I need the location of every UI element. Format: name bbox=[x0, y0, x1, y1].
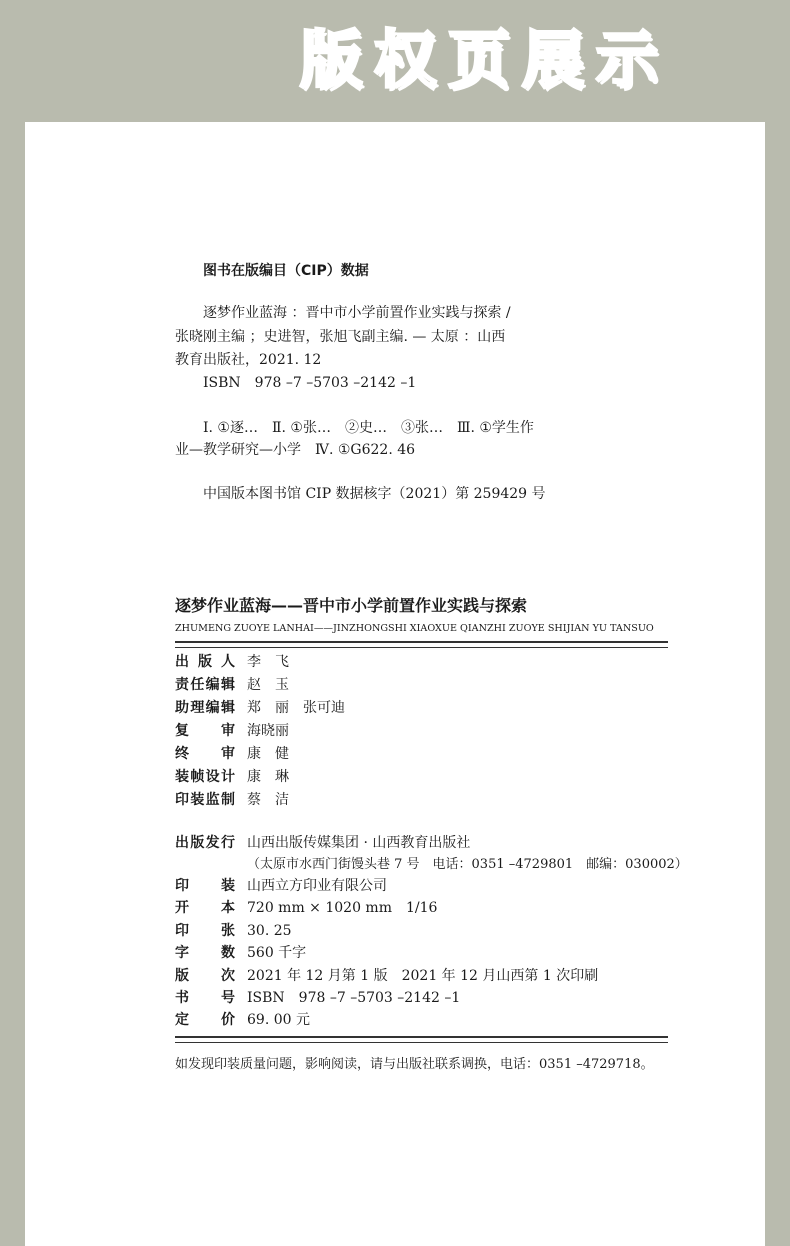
label-specs: 版次 bbox=[175, 967, 235, 984]
cip-isbn: ISBN 978 –7 –5703 –2142 –1 bbox=[203, 375, 417, 391]
cip-class-line: Ⅰ. ①逐… Ⅱ. ①张… ②史… ③张… Ⅲ. ①学生作 bbox=[203, 420, 534, 436]
book-title: 逐梦作业蓝海——晋中市小学前置作业实践与探索 bbox=[175, 596, 528, 615]
publisher-address: （太原市水西门街馒头巷 7 号 电话：0351 –4729801 邮编：030002） bbox=[247, 857, 688, 872]
label-specs: 印装 bbox=[175, 878, 235, 894]
value-specs: 560 千字 bbox=[247, 945, 307, 962]
value-staff: 李 飞 bbox=[247, 654, 289, 670]
value-specs: 2021 年 12 月第 1 版 2021 年 12 月山西第 1 次印刷 bbox=[247, 967, 599, 984]
value-staff: 康 健 bbox=[247, 746, 289, 762]
copyright-page bbox=[25, 122, 765, 1246]
value-staff: 康 琳 bbox=[247, 769, 289, 785]
cip-line: 张晓刚主编 ；史进智，张旭飞副主编. — 太原 ：山西 bbox=[175, 329, 506, 345]
cip-line: 逐梦作业蓝海 ：晋中市小学前置作业实践与探索 / bbox=[203, 305, 511, 321]
label-staff: 助理编辑 bbox=[175, 700, 235, 716]
label-staff: 终审 bbox=[175, 746, 235, 762]
banner-title: 版权页展示 bbox=[300, 23, 671, 96]
value-staff: 赵 玉 bbox=[247, 677, 289, 693]
cip-heading: 图书在版编目（CIP）数据 bbox=[203, 263, 369, 279]
value-staff: 海晓丽 bbox=[247, 723, 289, 739]
cip-line: 教育出版社，2021. 12 bbox=[175, 352, 322, 368]
label-staff: 责任编辑 bbox=[175, 677, 235, 693]
label-specs: 字数 bbox=[175, 945, 235, 962]
label-staff: 印装监制 bbox=[175, 792, 235, 808]
book-pinyin: ZHUMENG ZUOYE LANHAI——JINZHONGSHI XIAOXUE QIANZHI ZUOYE SHIJIAN YU TANSUO bbox=[175, 623, 654, 634]
value-publisher: 山西出版传媒集团 · 山西教育出版社 bbox=[247, 835, 471, 851]
value-specs: 69. 00 元 bbox=[247, 1012, 310, 1029]
label-specs: 书号 bbox=[175, 990, 235, 1006]
value-staff: 郑 丽 张可迪 bbox=[247, 700, 345, 716]
value-staff: 蔡 洁 bbox=[247, 792, 289, 808]
cip-class-line: 业—教学研究—小学 Ⅳ. ①G622. 46 bbox=[175, 442, 416, 458]
label-specs: 定价 bbox=[175, 1012, 235, 1029]
value-specs: ISBN 978 –7 –5703 –2142 –1 bbox=[247, 990, 461, 1006]
label-staff: 复审 bbox=[175, 723, 235, 739]
label-staff: 装帧设计 bbox=[175, 769, 235, 785]
cip-record: 中国版本图书馆 CIP 数据核字（2021）第 259429 号 bbox=[203, 486, 546, 502]
divider bbox=[175, 1036, 668, 1043]
label-specs: 印张 bbox=[175, 922, 235, 939]
notice: 如发现印装质量问题，影响阅读，请与出版社联系调换，电话：0351 –4729718。 bbox=[175, 1057, 654, 1072]
label-publisher: 出版发行 bbox=[175, 835, 235, 851]
divider bbox=[175, 641, 668, 648]
label-specs: 开本 bbox=[175, 900, 235, 917]
value-specs: 30. 25 bbox=[247, 922, 292, 939]
label-staff: 出版人 bbox=[175, 654, 235, 670]
value-specs: 720 mm × 1020 mm 1/16 bbox=[247, 900, 438, 917]
value-specs: 山西立方印业有限公司 bbox=[247, 878, 387, 894]
